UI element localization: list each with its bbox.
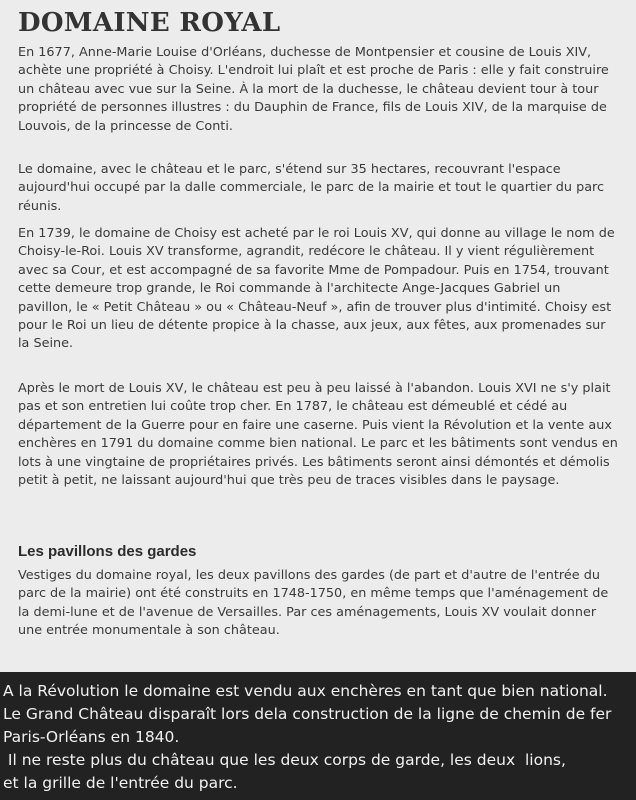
- caption-line: Le Grand Château disparaît lors dela construction de la ligne de chemin de fer: [3, 705, 612, 723]
- paragraph-abandonment: Après le mort de Louis XV, le château est peu à peu laissé à l'abandon. Louis XVI ne s'y plait pas et son entretien lui coûte trop cher. En 1787, le château est démeublé et cédé au département de la Guerre pour en faire une caserne. Puis vient la Révolution et la vente aux enchères en 1791 du domaine comme bien national. Le parc et les bâtiments sont vendus en lots à une vingtaine de propriétaires privés. Les bâtiments seront ainsi démontés et démolis petit à petit, ne laissant aujourd'hui que très peu de traces visibles dans le paysage.: [18, 381, 618, 489]
- paragraph-domain-extent: Le domaine, avec le château et le parc, s'étend sur 35 hectares, recouvrant l'espace aujourd'hui occupé par la dalle commerciale, le parc de la mairie et tout le quartier du parc réunis.: [18, 162, 605, 214]
- paragraph-louis-xv: En 1739, le domaine de Choisy est acheté par le roi Louis XV, qui donne au village le nom de Choisy-le-Roi. Louis XV transforme, agrandit, redécore le château. Il y vient régulièrement avec sa Cour, et est accompagné de sa favorite Mme de Pompadour. Puis en 1754, trouvant cette demeure trop grande, le Roi commande à l'architecte Ange-Jacques Gabriel un pavillon, le « Petit Château » ou « Château-Neuf », afin de trouver plus d'intimité. Choisy est pour le Roi un lieu de détente propice à la chasse, aux jeux, aux fêtes, aux promenades sur la Seine.: [18, 226, 615, 352]
- caption-line: Paris-Orléans en 1840.: [3, 728, 180, 746]
- caption-overlay: [0, 672, 636, 800]
- paragraph-history-1677: En 1677, Anne-Marie Louise d'Orléans, duchesse de Montpensier et cousine de Louis XIV, achète une propriété à Choisy. L'endroit lui plaît et est proche de Paris : elle y fait construire un château avec vue sur la Seine. À la mort de la duchesse, le château devient tour à tour propriété de personnes illustres : du Dauphin de France, fils de Louis XIV, de la marquise de Louvois, de la princesse de Conti.: [18, 45, 609, 134]
- caption-line: A la Révolution le domaine est vendu aux enchères en tant que bien national.: [3, 682, 608, 700]
- caption-line: et la grille de l'entrée du parc.: [3, 774, 238, 792]
- paragraph-guard-pavilions: Vestiges du domaine royal, les deux pavillons des gardes (de part et d'autre de l'entrée du parc de la mairie) ont été construits en 1748-1750, en même temps que l'aménagement de la demi-lune et de l'avenue de Versailles. Par ces aménagements, Louis XV voulait donner une entrée monumentale à son château.: [18, 568, 609, 639]
- section-heading: Les pavillons des gardes: [18, 543, 197, 560]
- caption-line: Il ne reste plus du château que les deux corps de garde, les deux lions,: [3, 751, 566, 769]
- page-title: DOMAINE ROYAL: [18, 8, 281, 38]
